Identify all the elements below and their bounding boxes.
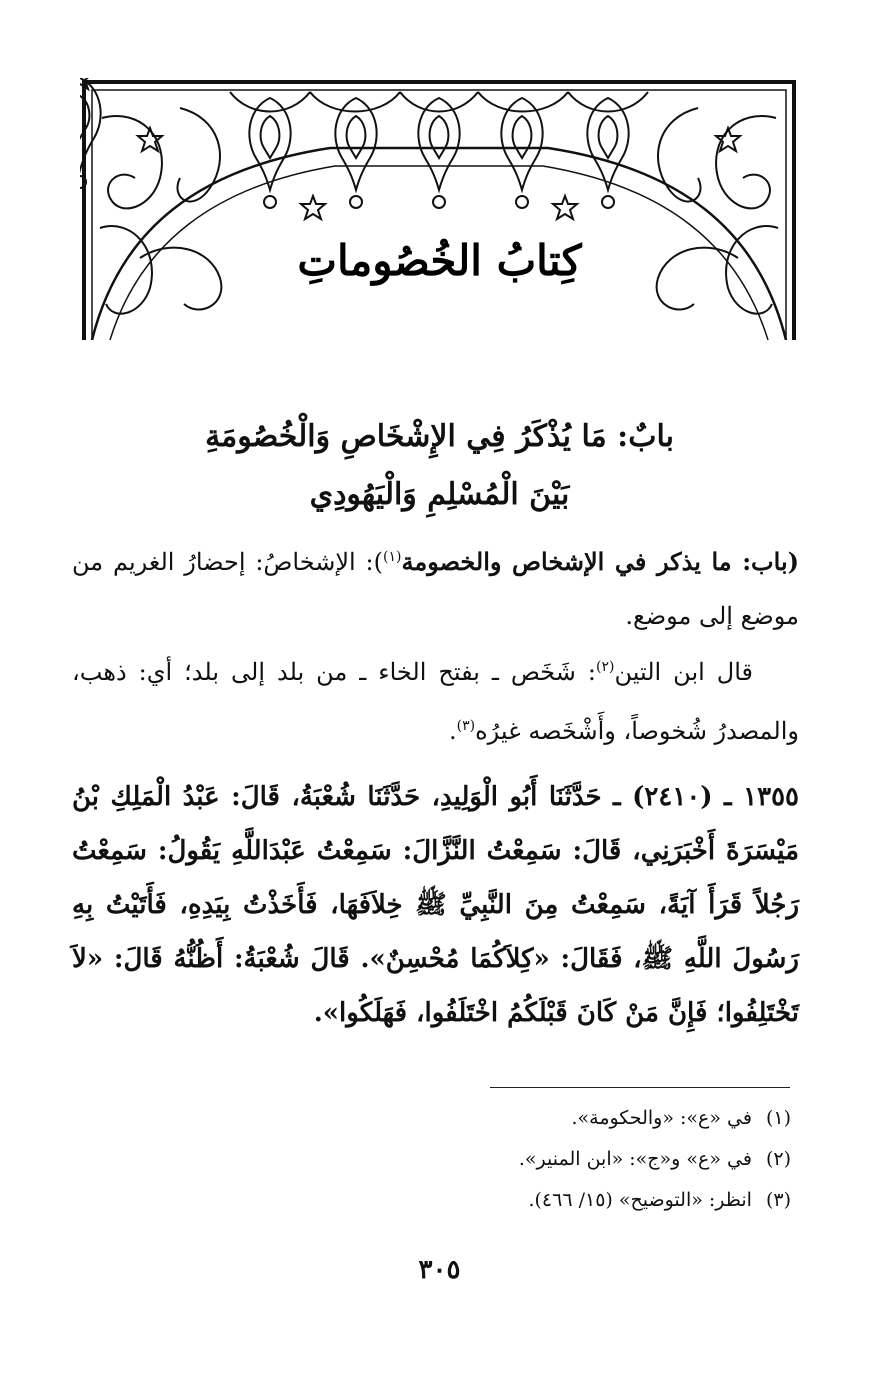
hadith-text: ١٣٥٥ ـ (٢٤١٠) ـ حَدَّثَنَا أَبُو الْوَلِيدِ، حَدَّثَنَا شُعْبَةُ، قَالَ: عَبْدُ الْمَلِكِ بْنُ مَيْسَرَةَ أَخْبَرَنِي، قَالَ: سَمِعْتُ النَّزَّالَ: سَمِعْتُ عَبْدَاللَّهِ يَقُولُ: سَمِعْتُ رَجُلاً قَرَأَ آيَةً، سَمِعْتُ مِنَ النَّبِيِّ ﷺ خِلاَفَهَا، فَأَخَذْتُ بِيَدِهِ، فَأَتَيْتُ بِهِ رَسُولَ اللَّهِ ﷺ، فَقَالَ: «كِلاَكُمَا مُحْسِنٌ». قَالَ شُعْبَةُ: أَظُنُّهُ قَالَ: «لاَ تَخْتَلِفُوا؛ فَإِنَّ مَنْ كَانَ قَبْلَكُمُ اخْتَلَفُوا، فَهَلَكُوا». [72,782,799,1028]
commentary-bold-heading: (باب: ما يذكر في الإشخاص والخصومة [401,547,799,576]
footnote-text: انظر: «التوضيح» (١٥/ ٤٦٦). [528,1189,752,1211]
commentary-explanation: : شَخَص ـ بفتح الخاء ـ من بلد إلى بلد؛ أي: ذهب، والمصدرُ شُخوصاً، وأَشْخَصه غيرُه [72,658,799,745]
commentary-paragraph-1 [72,530,799,643]
chapter-heading-line-2: بَيْنَ الْمُسْلِمِ وَالْيَهُودِي [309,477,570,512]
ornamental-header [80,78,798,340]
chapter-heading-line-1: بابٌ: مَا يُذْكَرُ فِي الإِشْخَاصِ وَالْخُصُومَةِ [205,419,674,454]
commentary-definition: ): الإشخاصُ: إحضارُ الغريم من موضع إلى موضع. [72,548,799,630]
footnote-2 [80,1139,791,1180]
footnotes [80,1098,791,1221]
footnote-ref-2: (٢) [595,659,615,675]
chapter-heading [80,408,799,524]
arabesque-ornament [80,78,798,340]
footnote-1 [80,1098,791,1139]
commentary-paragraph-2 [72,640,799,758]
footnote-3 [80,1180,791,1221]
footnote-separator [490,1087,790,1088]
footnote-text: في «ع» و«ج»: «ابن المنير». [518,1148,752,1170]
footnote-number: (٣) [765,1189,791,1211]
footnote-number: (١) [765,1107,791,1129]
footnote-text: في «ع»: «والحكومة». [571,1107,752,1129]
commentary-end: . [448,717,457,745]
footnote-ref-3: (٣) [456,718,476,734]
commentary-ibn-al-tin: قال ابن التين [614,658,753,686]
book-title: كِتابُ الخُصُوماتِ [297,236,582,285]
footnote-number: (٢) [765,1148,791,1170]
page-number: ٣٠٥ [418,1255,461,1285]
footnote-ref-1: (١) [383,549,402,565]
